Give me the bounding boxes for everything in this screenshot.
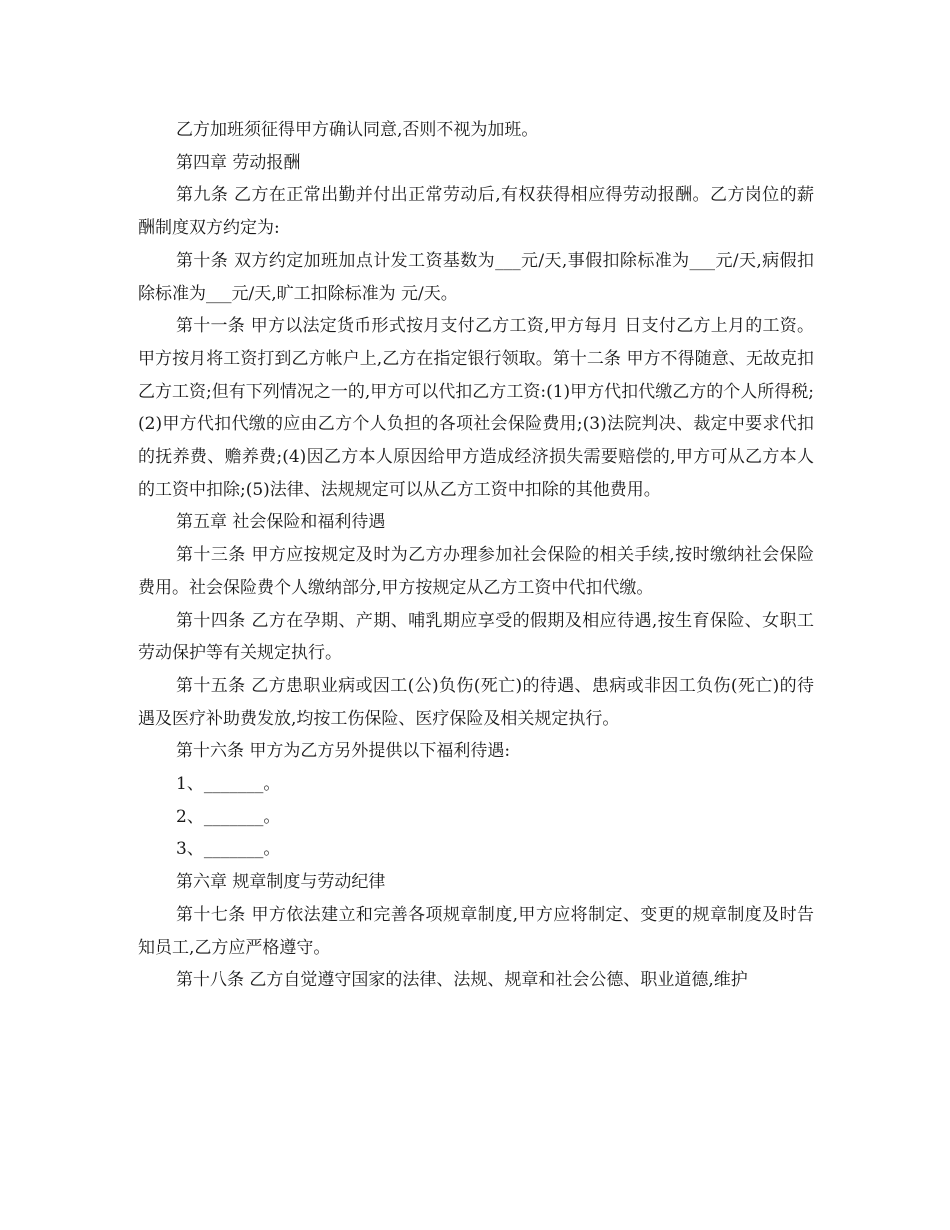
article-10: 第十条 双方约定加班加点计发工资基数为___元/天,事假扣除标准为___元/天,病假扣除标准为___元/天,旷工扣除标准为 元/天。: [138, 250, 814, 304]
document-body: [138, 114, 814, 997]
paragraph-overtime-confirmation: 乙方加班须征得甲方确认同意,否则不视为加班。: [176, 120, 539, 140]
chapter-heading-5: 第五章 社会保险和福利待遇: [176, 512, 386, 533]
article-14: 第十四条 乙方在孕期、产期、哺乳期应享受的假期及相应待遇,按生育保险、女职工劳动保护等有关规定执行。: [138, 610, 814, 664]
article-16: 第十六条 甲方为乙方另外提供以下福利待遇:: [176, 741, 511, 762]
chapter-heading-6: 第六章 规章制度与劳动纪律: [176, 872, 386, 893]
article-13: 第十三条 甲方应按规定及时为乙方办理参加社会保险的相关手续,按时缴纳社会保险费用。社会保险费个人缴纳部分,甲方按规定从乙方工资中代扣代缴。: [138, 545, 814, 598]
article-11-12: 第十一条 甲方以法定货币形式按月支付乙方工资,甲方每月 日支付乙方上月的工资。甲方按月将工资打到乙方帐户上,乙方在指定银行领取。第十二条 甲方不得随意、无故克扣乙方工资;但有下列情况之一的,甲方可以代扣乙方工资:(1)甲方代扣代缴乙方的个人所得税;(2)甲方代扣代缴的应由乙方个人负担的各项社会保险费用;(3)法院判决、裁定中要求代扣的抚养费、赡养费;(4)因乙方本人原因给甲方造成经济损失需要赔偿的,甲方可从乙方本人的工资中扣除;(5)法律、法规规定可以从乙方工资中扣除的其他费用。: [138, 316, 814, 500]
benefit-item-2: 2、_______。: [176, 806, 281, 827]
article-15: 第十五条 乙方患职业病或因工(公)负伤(死亡)的待遇、患病或非因工负伤(死亡)的待遇及医疗补助费发放,均按工伤保险、医疗保险及相关规定执行。: [138, 675, 814, 729]
article-17: 第十七条 甲方依法建立和完善各项规章制度,甲方应将制定、变更的规章制度及时告知员工,乙方应严格遵守。: [138, 904, 814, 958]
chapter-heading-4: 第四章 劳动报酬: [176, 152, 301, 173]
benefit-item-3: 3、_______。: [176, 839, 281, 860]
article-18: 第十八条 乙方自觉遵守国家的法律、法规、规章和社会公德、职业道德,维护: [176, 970, 748, 991]
benefit-item-1: 1、_______。: [176, 774, 281, 795]
article-9: 第九条 乙方在正常出勤并付出正常劳动后,有权获得相应得劳动报酬。乙方岗位的薪酬制度双方约定为:: [138, 185, 814, 239]
